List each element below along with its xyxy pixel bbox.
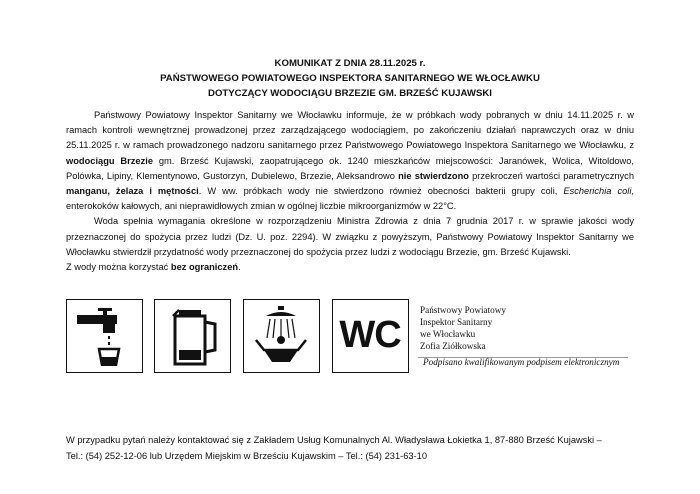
wc-icon xyxy=(332,299,409,373)
bold-no-restrictions: bez ograniczeń xyxy=(170,262,239,273)
footer-line-2: Tel.: (54) 252-12-06 lub Urzędem Miejskim w Brześciu Kujawskim – Tel.: (54) 231-63-10 xyxy=(66,450,427,461)
header-date-line: KOMUNIKAT Z DNIA 28.11.2025 r. xyxy=(274,58,426,69)
bold-not-found: nie stwierdzono xyxy=(398,170,469,181)
footer-line-1: W przypadku pytań należy kontaktować się z Zakładem Usług Komunalnych Al. Władysława Łokietka 1, 87-880 Brześć Kujawski – xyxy=(66,435,602,445)
header-subject-line: DOTYCZĄCY WODOCIĄGU BRZEZIE GM. BRZEŚĆ KUJAWSKI xyxy=(208,88,492,99)
shower-icon xyxy=(243,299,320,373)
italic-ecoli: Escherichia coli xyxy=(563,186,632,197)
usage-icons xyxy=(66,299,403,373)
stamp-line-4: Zofia Ziółkowska xyxy=(420,341,486,351)
kettle-icon xyxy=(154,299,231,373)
paragraph-compliance: Woda spełnia wymagania określone w rozporządzeniu Ministra Zdrowia z dnia 7 grudnia 2017 r. w sprawie jakości wody przeznaczonej do spożycia przez ludzi (Dz. U. poz. 2294). W związku z powyższym, Państwowy Powiatowy Inspektor Sanitarny we Włocławku stwierdził przydatność wody przeznaczonej do spożycia przez ludzi z wodociągu Brzezie, gm. Brześć Kujawski. xyxy=(66,216,634,257)
header-authority-line: PAŃSTWOWEGO POWIATOWEGO INSPEKTORA SANITARNEGO WE WŁOCŁAWKU xyxy=(160,73,540,84)
paragraph-results: Państwowy Powiatowy Inspektor Sanitarny we Włocławku informuje, że w próbkach wody pobranych w dniu 14.11.2025 r. w ramach kontroli wewnętrznej prowadzonej przez zarządzającego wodociągiem, po zakończeniu działań naprawczych oraz w dniu 25.11.2025 r. w ramach prowadzonego nadzoru sanitarnego przez Państwowego Powiatowego Inspektora Sanitarnego we Włocławku, z wodociągu Brzezie gm. Brześć Kujawski, zaopatrującego ok. 1240 mieszkańców miejscowości: Jaranówek, Wolica, Witoldowo, Polówka, Lipiny, Klementynowo, Gustorzyn, Dubielewo, Brzezie, Aleksandrowo nie stwierdzono przekroczeń wartości parametrycznych manganu, żelaza i mętności. W ww. próbkach wody nie stwierdzono również obecności bakterii grupy coli, Escherichia coli, enterokoków kałowych, ani nieprawidłowych zmian w ogólnej liczbie mikroorganizmów w 22°C. xyxy=(66,110,635,212)
communique-body xyxy=(66,108,634,275)
stamp-line-1: Państwowy Powiatowy xyxy=(420,305,507,315)
tap-icon xyxy=(66,299,143,373)
signature-stamp xyxy=(420,304,506,352)
paragraph-usage: Z wody można korzystać bez ograniczeń. xyxy=(66,262,241,273)
bold-parameters: manganu, żelaza i mętności xyxy=(66,186,199,197)
bold-waterworks: wodociągu Brzezie xyxy=(66,155,153,166)
contact-footer xyxy=(66,433,666,464)
stamp-line-2: Inspektor Sanitarny xyxy=(420,317,493,327)
wc-label: WC xyxy=(339,314,401,356)
stamp-line-3: we Włocławku xyxy=(420,329,476,339)
signature-note: Podpisano kwalifikowanym podpisem elektronicznym xyxy=(423,357,620,367)
